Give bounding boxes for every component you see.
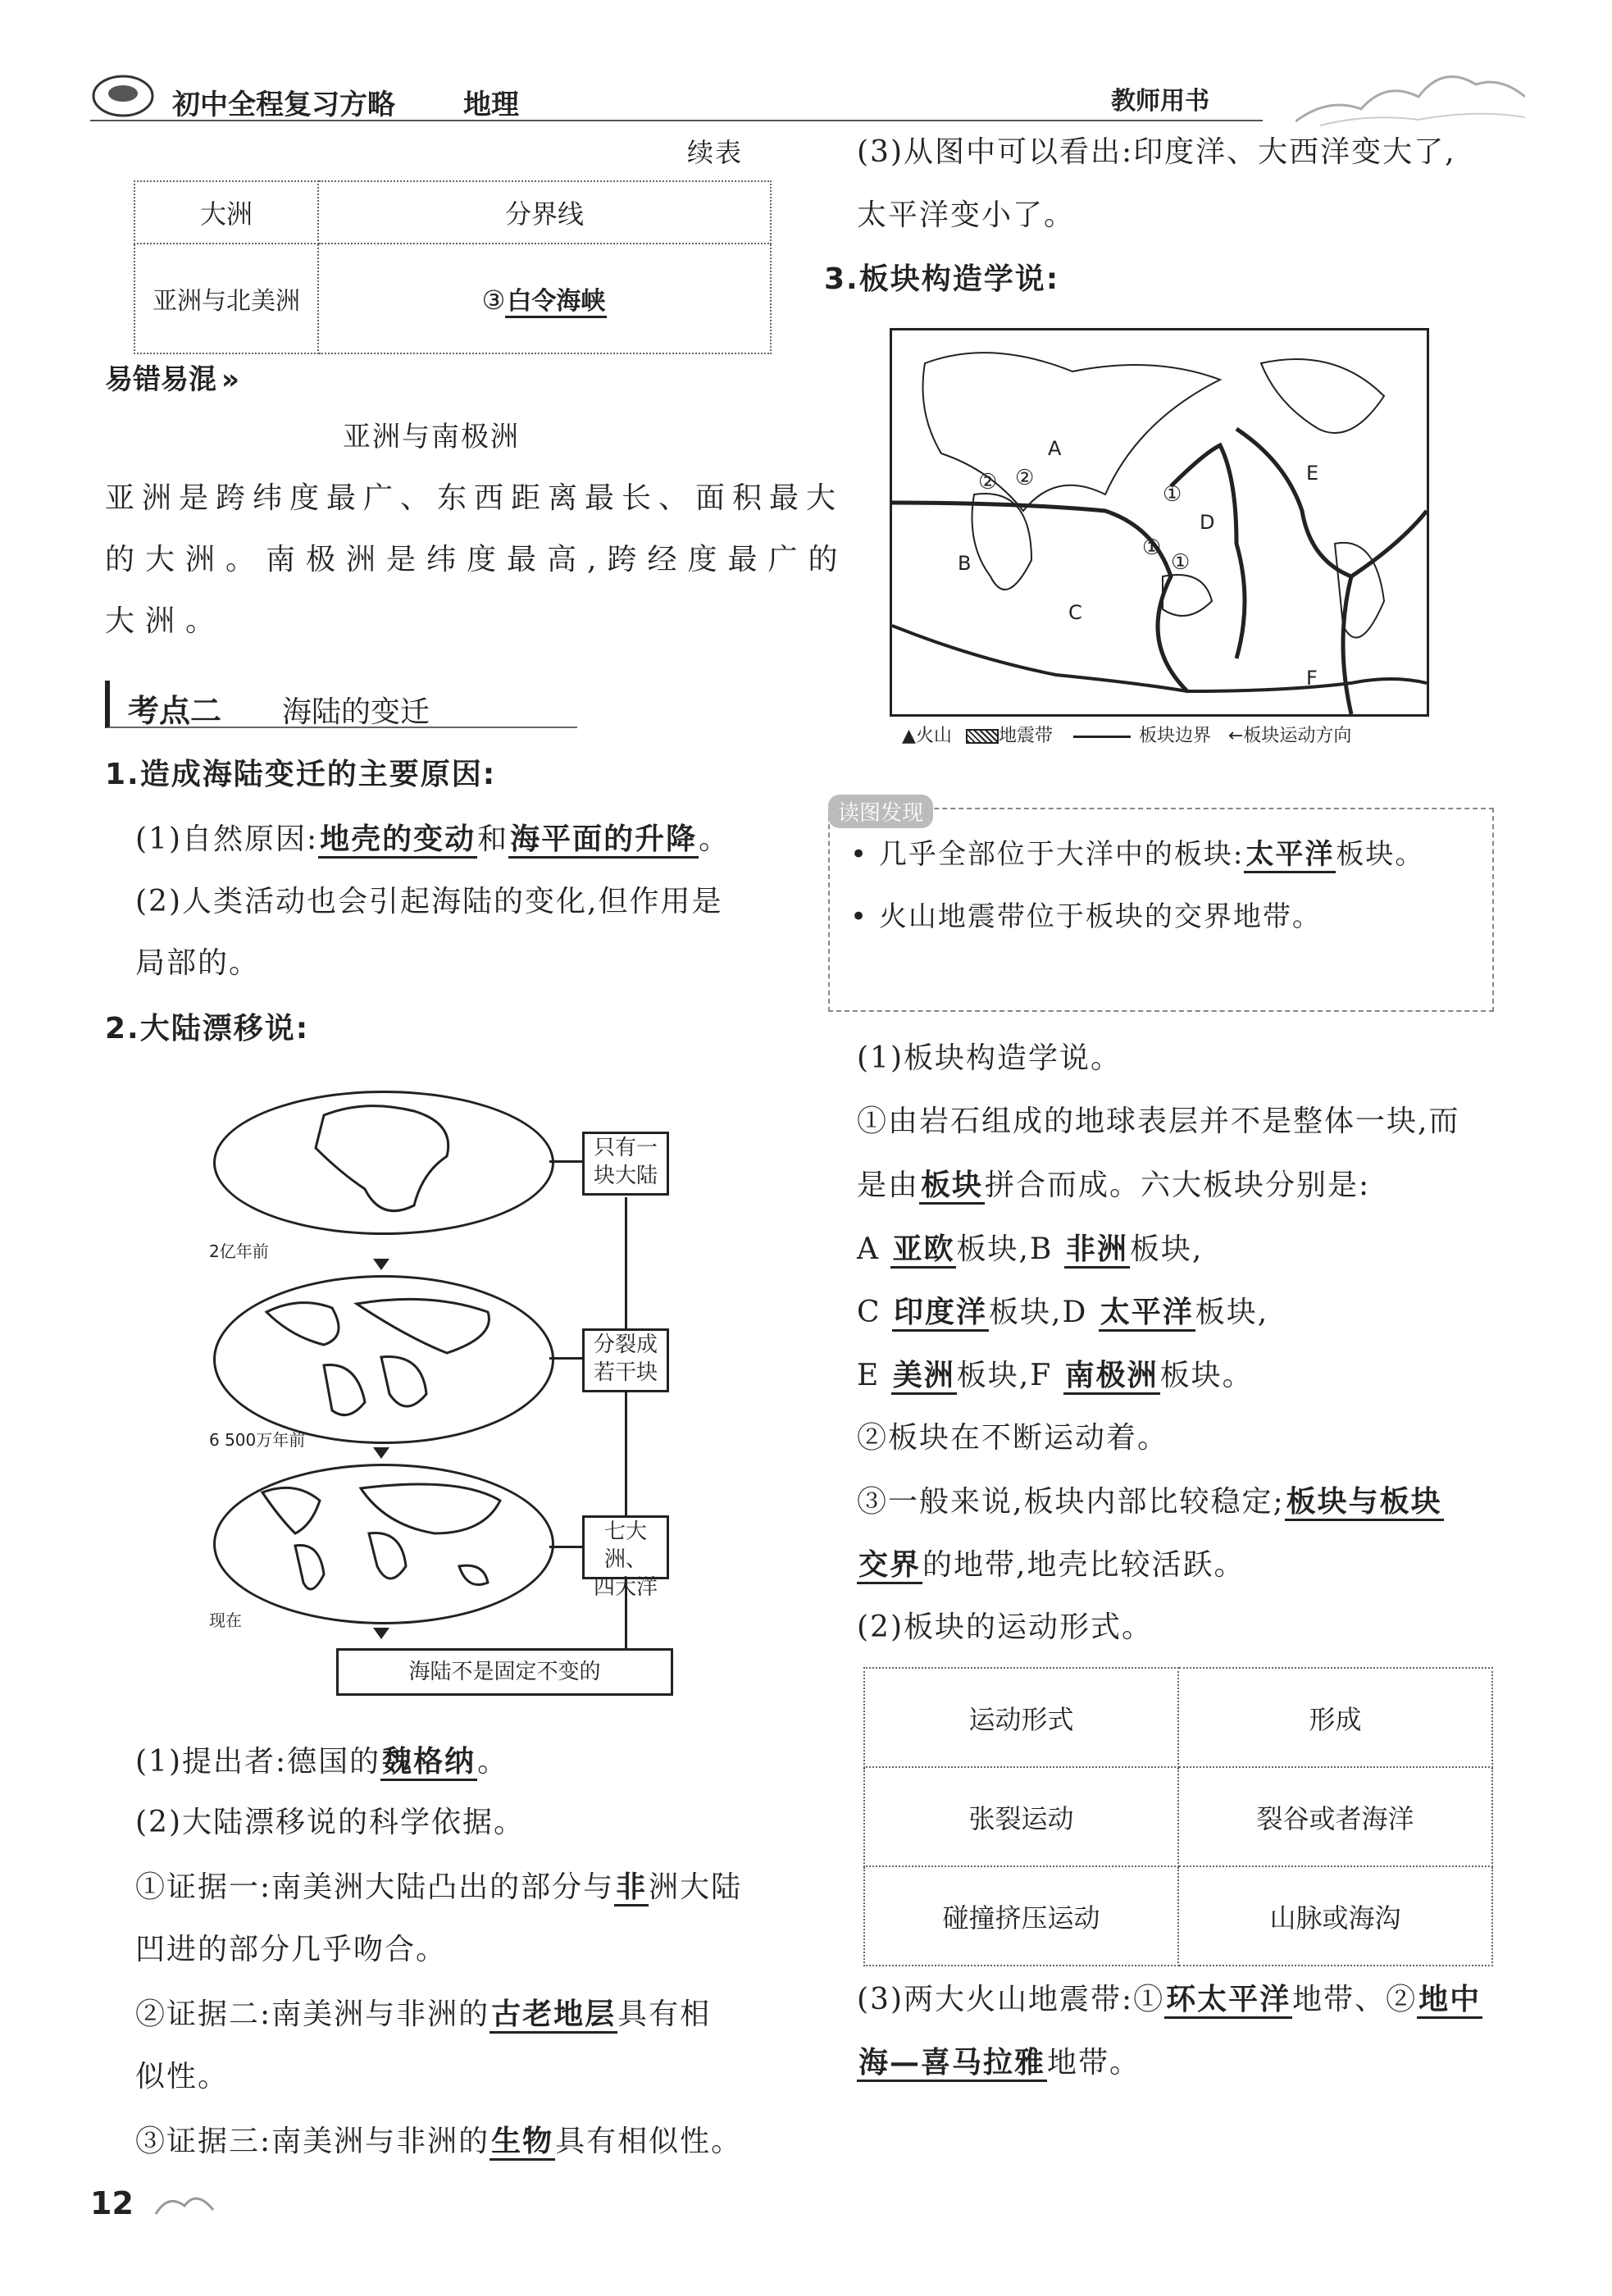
plate-motion-table	[863, 1667, 1493, 1966]
motion-cell: 张裂运动	[864, 1767, 1178, 1866]
reading-note-box	[828, 801, 1494, 1012]
footer-decoration-icon	[152, 2185, 217, 2218]
continued-label: 续表	[687, 137, 744, 168]
heading-1: 1.造成海陆变迁的主要原因:	[105, 758, 497, 791]
arrow-down-3	[373, 1628, 389, 1639]
label-200-million: 2亿年前	[209, 1241, 269, 1261]
plate-label-a: A	[1048, 437, 1062, 460]
subject-title: 地理	[463, 89, 519, 121]
conclusion-box: 海陆不是固定不变的	[336, 1648, 673, 1696]
volcano-icon: ▲	[902, 726, 916, 746]
human-causes-line-2: 局部的。	[135, 946, 261, 980]
evidence-1-line-2: 凹进的部分几乎吻合。	[135, 1933, 448, 1966]
direction-arrow-icon: ←	[1227, 726, 1244, 746]
plate-theory-1-line-1: ①由岩石组成的地球表层并不是整体一块,而	[857, 1105, 1460, 1138]
belt-marker-2a: ②	[978, 470, 998, 494]
human-causes-line-1: (2)人类活动也会引起海陆的变化,但作用是	[135, 885, 723, 918]
error-line-3: 大洲。	[105, 604, 226, 638]
belt-marker-1a: ①	[1163, 482, 1182, 507]
label-present: 现在	[209, 1610, 242, 1630]
plate-label-d: D	[1200, 511, 1215, 534]
motion-cell: 碰撞挤压运动	[864, 1866, 1178, 1966]
connector-line-mid	[549, 1357, 582, 1360]
step-box-seven-continents: 七大洲、 四大洋	[582, 1515, 669, 1579]
reading-note-tag: 读图发现	[828, 795, 933, 828]
bullet-icon: •	[850, 900, 879, 933]
motion-header-result: 形成	[1178, 1668, 1492, 1767]
arrow-down-2	[373, 1447, 389, 1459]
table-cell-boundary-answer: ③白令海峡	[318, 244, 771, 353]
plate-theory-3-line-1: ③一般来说,板块内部比较稳定;板块与板块	[857, 1483, 1444, 1521]
volcano-belts-line-1: (3)两大火山地震带:①环太平洋地带、②地中	[857, 1980, 1482, 2019]
plate-label-c: C	[1068, 601, 1082, 624]
heading-2: 2.大陆漂移说:	[105, 1012, 310, 1046]
section-title: 海陆的变迁	[282, 695, 430, 729]
splitting-continents-icon	[250, 1287, 512, 1427]
note-line-2: • 火山地震带位于板块的交界地带。	[850, 900, 1322, 933]
world-map-present-icon	[246, 1476, 517, 1607]
logo-icon	[90, 72, 156, 120]
plate-theory-2: ②板块在不断运动着。	[857, 1421, 1169, 1455]
plate-label-b: B	[958, 552, 972, 575]
heading-3: 3.板块构造学说:	[824, 262, 1060, 296]
plate-theory-1-line-2: 是由板块拼合而成。六大板块分别是:	[857, 1166, 1370, 1205]
error-line-1: 亚洲是跨纬度最广、东西距离最长、面积最大	[105, 481, 844, 515]
header-rule	[90, 120, 1263, 121]
double-chevron-icon: »	[221, 363, 239, 396]
plate-motion-heading: (2)板块的运动形式。	[857, 1610, 1153, 1644]
plate-theory-3-line-2: 交界的地带,地壳比较活跃。	[857, 1546, 1245, 1584]
bullet-icon: •	[850, 838, 879, 871]
section-number: 考点二	[128, 693, 222, 729]
continental-drift-diagram	[201, 1091, 693, 1702]
evidence-2-line-2: 似性。	[135, 2060, 230, 2093]
result-cell: 山脉或海沟	[1178, 1866, 1492, 1966]
step-box-one-continent: 只有一 块大陆	[582, 1132, 669, 1196]
map-legend: ▲火山 地震带 板块边界 ←板块运动方向	[902, 726, 1352, 746]
evidence-2-line-1: ②证据二:南美洲与非洲的古老地层具有相	[135, 1995, 711, 2034]
plate-theory-heading: (1)板块构造学说。	[857, 1041, 1122, 1075]
error-prone-heading: 易错易混 »	[105, 363, 239, 396]
page-number: 12	[90, 2185, 134, 2221]
plate-label-f: F	[1306, 667, 1318, 690]
arrow-down-1	[373, 1259, 389, 1270]
plate-label-e: E	[1306, 462, 1319, 485]
plates-cd: C 印度洋板块,D 太平洋板块,	[857, 1293, 1268, 1332]
section-header	[105, 681, 577, 728]
boundary-table	[134, 180, 772, 354]
table-row	[864, 1866, 1492, 1966]
table-cell-continents: 亚洲与北美洲	[134, 244, 318, 353]
error-line-2: 的大洲。南极洲是纬度最高,跨经度最广的	[105, 543, 849, 576]
step-box-split: 分裂成 若干块	[582, 1328, 669, 1392]
natural-causes: (1)自然原因:地壳的变动和海平面的升降。	[135, 820, 730, 859]
boundary-line-icon	[1073, 736, 1131, 738]
belt-marker-1b: ①	[1142, 535, 1162, 560]
plate-map-drawing	[892, 330, 1427, 714]
ocean-change-line-1: (3)从图中可以看出:印度洋、大西洋变大了,	[857, 135, 1456, 169]
quake-belt-icon	[966, 729, 999, 744]
plates-ab: A 亚欧板块,B 非洲板块,	[857, 1230, 1203, 1269]
evidence-3: ③证据三:南美洲与非洲的生物具有相似性。	[135, 2122, 742, 2161]
table-row	[864, 1767, 1492, 1866]
evidence-heading: (2)大陆漂移说的科学依据。	[135, 1806, 525, 1839]
volcano-belts-line-2: 海—喜马拉雅地带。	[857, 2043, 1141, 2082]
plate-map	[890, 328, 1429, 717]
connector-line-top	[549, 1160, 582, 1163]
table-header-continent: 大洲	[134, 181, 318, 244]
label-65-million: 6 500万年前	[209, 1430, 306, 1450]
belt-marker-2b: ②	[1015, 466, 1035, 490]
note-line-1: • 几乎全部位于大洋中的板块:太平洋板块。	[850, 836, 1424, 873]
pangaea-icon	[291, 1099, 471, 1222]
header	[90, 72, 1525, 121]
evidence-1-line-1: ①证据一:南美洲大陆凸出的部分与非洲大陆	[135, 1868, 742, 1906]
table-header-boundary: 分界线	[318, 181, 771, 244]
plates-ef: E 美洲板块,F 南极洲板块。	[857, 1356, 1254, 1395]
book-title: 初中全程复习方略	[172, 89, 395, 121]
motion-header-form: 运动形式	[864, 1668, 1178, 1767]
proposer-line: (1)提出者:德国的魏格纳。	[135, 1742, 508, 1781]
ocean-change-line-2: 太平洋变小了。	[857, 198, 1076, 232]
result-cell: 裂谷或者海洋	[1178, 1767, 1492, 1866]
error-subtitle: 亚洲与南极洲	[343, 421, 520, 453]
edition-label: 教师用书	[1111, 87, 1209, 116]
connector-line-bottom	[549, 1546, 582, 1548]
mountain-decoration-icon	[1296, 48, 1525, 130]
belt-marker-1c: ①	[1171, 550, 1191, 575]
